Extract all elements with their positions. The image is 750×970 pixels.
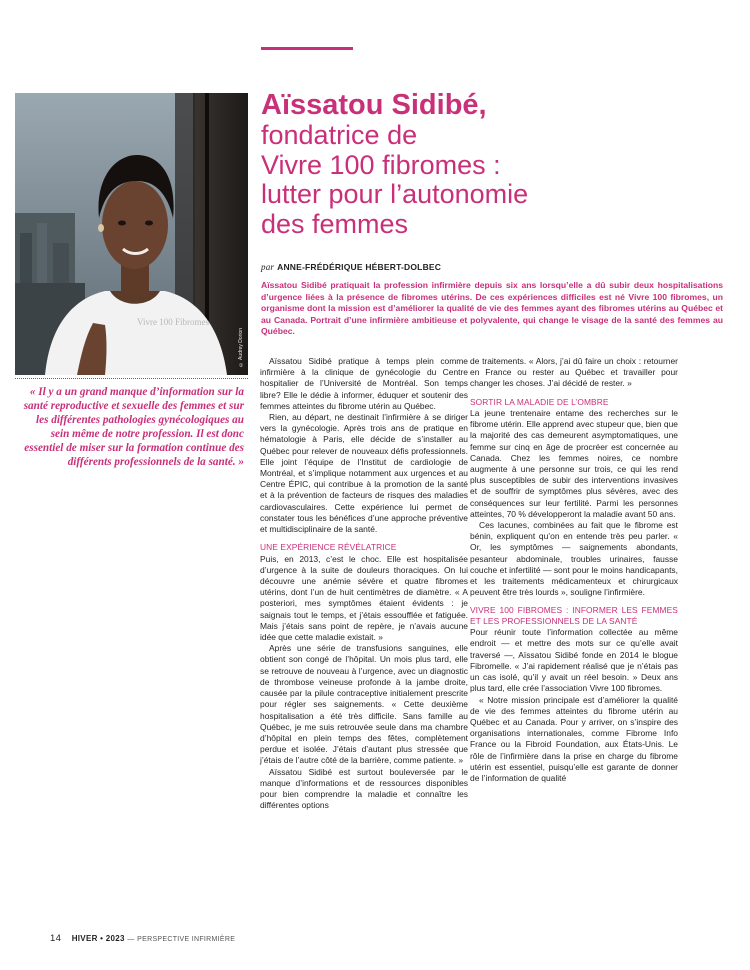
body-paragraph: Ces lacunes, combinées au fait que le fibrome est bénin, expliquent qu’on en entende très peu parler. « Or, les symptômes — saignements abondants, pesanteur abdominale, troubles urinaires, fausse couche et infertilité — sont pour le moins handicapants, et les traitements médicamenteux et chirurgicaux peuvent être très lourds », souligne l’infirmière. [470, 520, 678, 598]
pullquote: « Il y a un grand manque d’information sur la santé reproductive et sexuelle des femmes et sur les différentes pathologies gynécologiques au sein même de notre profession. Il est donc essentiel de miser sur la formation continue des différents professionnels de la santé. » [23, 386, 244, 468]
body-paragraph: de traitements. « Alors, j’ai dû faire un choix : retourner en France ou rester au Québec et travailler pour changer les choses. J’ai décidé de rester. » [470, 356, 678, 389]
body-paragraph: Pour réunir toute l’information collectée au même endroit — et mettre des mots sur ce qu’elle avait traversé —, Aïssatou Sidibé fonde en 2014 le blogue Fibromelle. « J’ai rapidement réalisé que je n’étais pas un cas isolé, qu’il y avait un réel besoin. » Deux ans plus tard, elle crée l’association Vivre 100 fibromes. [470, 627, 678, 694]
top-accent-rule [261, 47, 353, 50]
title-line-2: Vivre 100 fibromes : [261, 149, 501, 180]
page-number: 14 [50, 933, 62, 944]
byline [261, 262, 441, 272]
body-paragraph: Aïssatou Sidibé est surtout bouleversée par le manque d’informations et de ressources disponibles pour bien comprendre la maladie et connaître les différentes options [260, 766, 468, 811]
body-column-2 [470, 356, 678, 784]
page-footer [50, 933, 235, 944]
shirt-logo: Vivre 100 Fibromes [137, 317, 209, 327]
section-heading: VIVRE 100 FIBROMES : INFORMER LES FEMMES ET LES PROFESSIONNELS DE LA SANTÉ [470, 605, 678, 626]
article-lede: Aïssatou Sidibé pratiquait la profession infirmière depuis six ans lorsqu’elle a dû subir deux hospitalisations d’urgence liées à la présence de fibromes utérins. De ces expériences difficiles est né Vivre 100 fibromes, un organisme dont la mission est d’améliorer la qualité de vie des femmes ayant des fibromes utérins au Québec et au Canada. Portrait d’une infirmière ambitieuse et polyvalente, qui change le visage de la santé des femmes au Québec. [261, 280, 723, 337]
article-title [261, 90, 731, 239]
footer-separator: — [127, 936, 135, 943]
photo-credit: © Audrey Dorion [238, 327, 244, 367]
body-paragraph: Puis, en 2013, c’est le choc. Elle est hospitalisée d’urgence à la suite de douleurs thoraciques. On lui découvre une anémie sévère et quatre fibromes utérins, dont l’un de huit centimètres de diamètre. « A posteriori, mes symptômes étaient évidents : je saignais tout le temps, et j’étais essoufflée et fatiguée. Mais j’étais sans point de repère, je n’avais aucune idée que cette maladie existait. » [260, 553, 468, 643]
body-paragraph: La jeune trentenaire entame des recherches sur le fibrome utérin. Elle apprend avec stupeur que, bien que la majorité des cas demeurent asymptomatiques, une femme sur cinq en âge de procréer est concernée au Canada. Chez les femmes noires, ce nombre augmente à une personne sur trois, ce qui les rend plus susceptibles de subir des interventions invasives et de souffrir de symptômes plus sévères, avec des conséquences sur leur fertilité. Parmi les personnes atteintes, 70 % développeront la maladie avant 50 ans. [470, 408, 678, 519]
title-line-4: des femmes [261, 208, 409, 239]
title-name: Aïssatou Sidibé, [261, 89, 487, 121]
portrait-photo [15, 93, 248, 375]
body-paragraph: « Notre mission principale est d’améliorer la qualité de vie des femmes atteintes du fibrome utérin au Québec et au Canada. Pour y arriver, on s’inspire des organisations internationales, comme Fibrome Info France ou la Fibroid Foundation, aux États-Unis. Le rôle de l’infirmière dans la prise en charge du fibrome utérin est essentiel, puisqu’elle est garante de donner de l’information de qualité [470, 694, 678, 783]
pullquote-divider [15, 378, 248, 379]
body-column-1 [260, 356, 468, 811]
section-heading: UNE EXPÉRIENCE RÉVÉLATRICE [260, 542, 397, 553]
body-paragraph: Rien, au départ, ne destinait l’infirmière à se diriger vers la gynécologie. Après trois ans de pratique en hématologie à Paris, elle décide de s’installer au Québec pour relever de nouveaux défis professionnels. Elle joint l’équipe de l’Institut de cardiologie de Montréal, et s’implique notamment aux urgences et au Centre ÉPIC, qui contribue à la promotion de la santé et à la prévention de facteurs de risques des maladies cardiovasculaires. Cette expérience lui permet de constater tous les bénéfices d’une approche préventive et multidisciplinaire de la santé. [260, 412, 468, 535]
section-heading: SORTIR LA MALADIE DE L’OMBRE [470, 396, 609, 407]
body-paragraph: Aïssatou Sidibé pratique à temps plein comme infirmière à la clinique de gynécologie du Centre hospitalier de l’Université de Montréal. Son temps libre? Elle le dédie à informer, éduquer et soutenir des femmes atteintes du fibrome utérin au Québec. [260, 356, 468, 411]
publication-name: PERSPECTIVE INFIRMIÈRE [137, 936, 236, 943]
title-line-1: fondatrice de [261, 120, 418, 150]
body-paragraph: Après une série de transfusions sanguines, elle obtient son congé de l’hôpital. Un mois plus tard, elle se retrouve de nouveau à l’urgence, avec un diagnostic de thrombose veineuse profonde à la jambe droite, causée par la pilule contraceptive initialement prescrite pour régler ses saignements. « Cette deuxième hospitalisation a été très difficile. Sans famille au Québec, je me suis retrouvée seule dans ma chambre d’hôpital en plein temps des fêtes, complètement perdue et isolée. J’étais d’autant plus stressée que j’étais de l’autre côté de la barrière, comme patiente. » [260, 643, 468, 766]
title-line-3: lutter pour l’autonomie [261, 179, 529, 209]
issue-season: HIVER • 2023 [71, 934, 125, 943]
byline-author: ANNE-FRÉDÉRIQUE HÉBERT-DOLBEC [277, 262, 442, 272]
byline-prefix: par [261, 262, 275, 272]
portrait-illustration [15, 93, 248, 375]
